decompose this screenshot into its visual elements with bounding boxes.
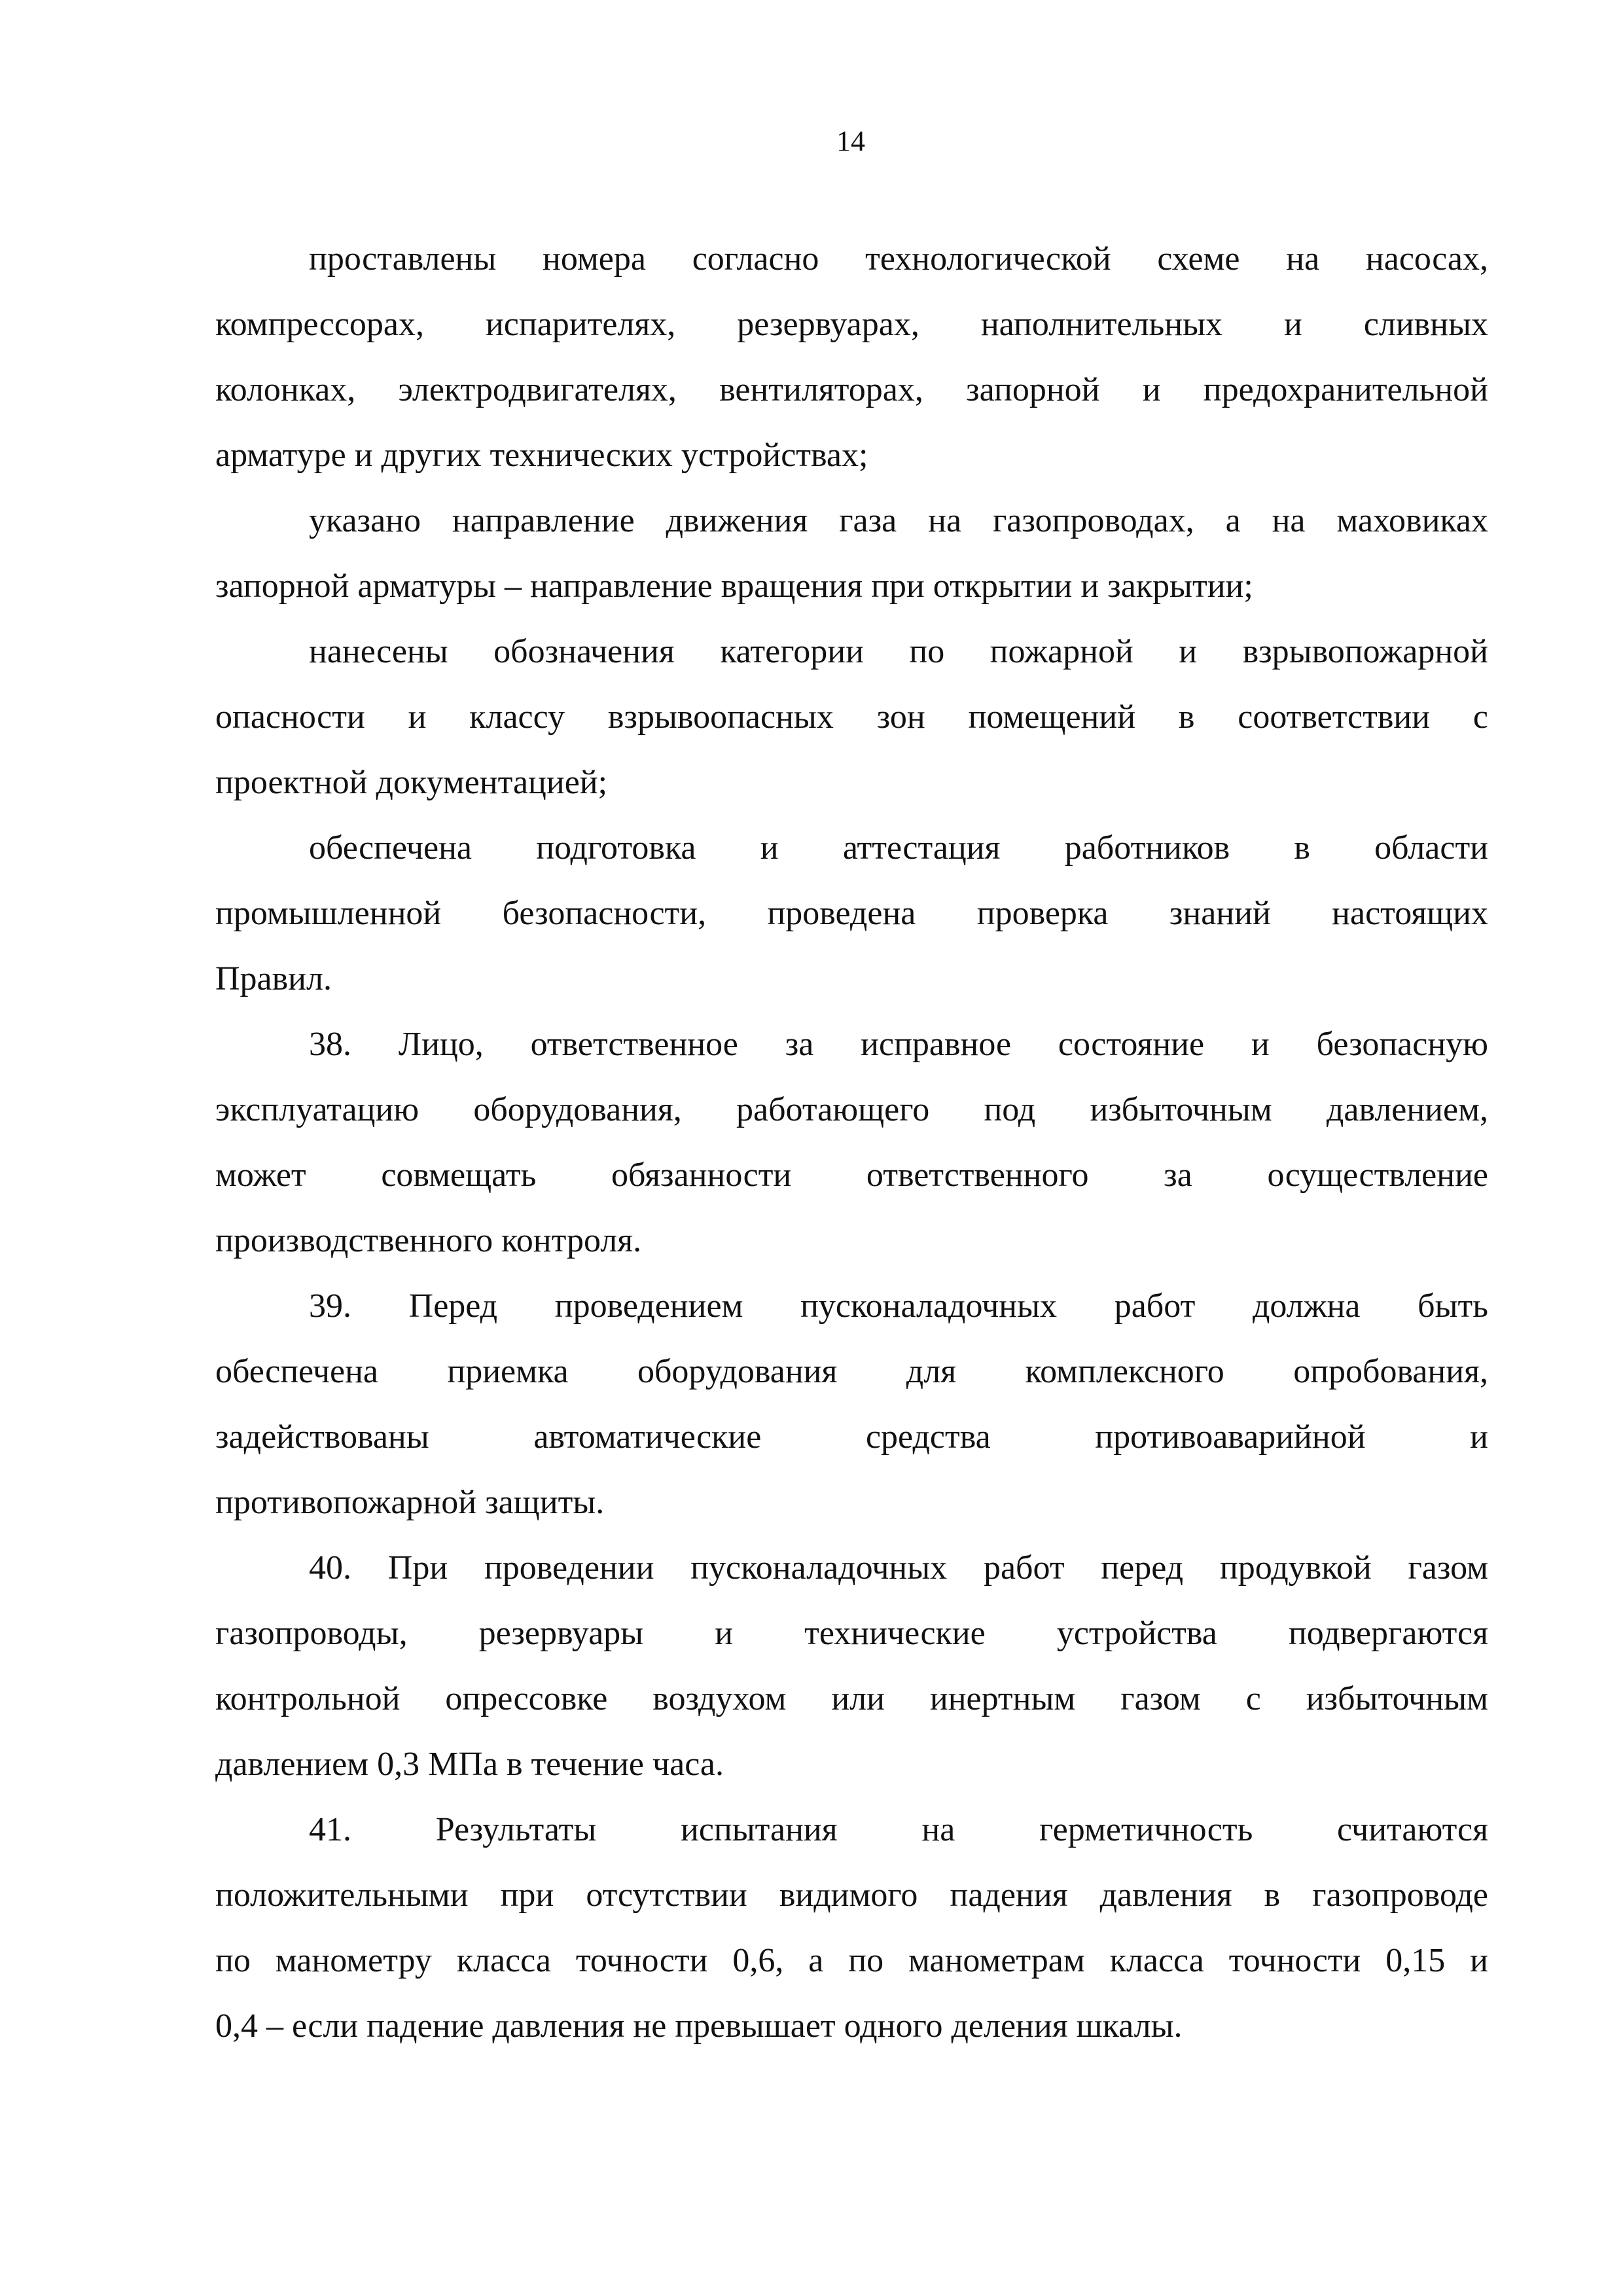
text-line: колонках, электродвигателях, вентиляторах, запорной и предохранительной [215,371,1488,408]
text-line: давлением 0,3 МПа в течение часа. [215,1746,724,1783]
text-line: указано направление движения газа на газопроводах, а на маховиках [309,502,1488,539]
text-line: производственного контроля. [215,1222,642,1259]
text-line: контрольной опрессовке воздухом или инертным газом с избыточным [215,1680,1488,1717]
text-line: компрессорах, испарителях, резервуарах, наполнительных и сливных [215,306,1488,343]
text-line: запорной арматуры – направление вращения при открытии и закрытии; [215,567,1253,605]
paragraph [215,488,1488,619]
text-line: опасности и классу взрывоопасных зон помещений в соответствии с [215,698,1488,736]
text-line: Правил. [215,960,332,997]
text-line: 0,4 – если падение давления не превышает одного деления шкалы. [215,2007,1183,2045]
text-line: 40. При проведении пусконаладочных работ перед продувкой газом [309,1549,1488,1587]
text-line: обеспечена приемка оборудования для комплексного опробования, [215,1353,1488,1390]
text-line: противопожарной защиты. [215,1484,605,1521]
text-line: арматуре и других технических устройствах; [215,437,868,474]
text-line: обеспечена подготовка и аттестация работников в области [309,829,1488,867]
text-line: нанесены обозначения категории по пожарной и взрывопожарной [309,633,1488,670]
text-line: эксплуатацию оборудования, работающего под избыточным давлением, [215,1091,1488,1128]
paragraph [215,816,1488,1012]
paragraph [215,1012,1488,1274]
text-line: промышленной безопасности, проведена проверка знаний настоящих [215,895,1488,932]
paragraph [215,1797,1488,2059]
paragraph [215,1535,1488,1797]
text-line: 41. Результаты испытания на герметичность считаются [309,1811,1488,1848]
text-line: проектной документацией; [215,764,608,801]
text-line: 38. Лицо, ответственное за исправное состояние и безопасную [309,1026,1488,1063]
paragraph [215,226,1488,488]
paragraph [215,1274,1488,1535]
text-line: положительными при отсутствии видимого падения давления в газопроводе [215,1876,1488,1914]
text-line: может совмещать обязанности ответственного за осуществление [215,1157,1488,1194]
paragraph [215,619,1488,816]
text-line: проставлены номера согласно технологической схеме на насосах, [309,240,1488,278]
text-line: по манометру класса точности 0,6, а по манометрам класса точности 0,15 и [215,1942,1488,1979]
text-line: 39. Перед проведением пусконаладочных работ должна быть [309,1287,1488,1325]
text-line: газопроводы, резервуары и технические устройства подвергаются [215,1615,1488,1652]
page-number: 14 [836,125,865,157]
document-body [215,226,1488,2059]
text-line: задействованы автоматические средства противоаварийной и [215,1418,1488,1456]
